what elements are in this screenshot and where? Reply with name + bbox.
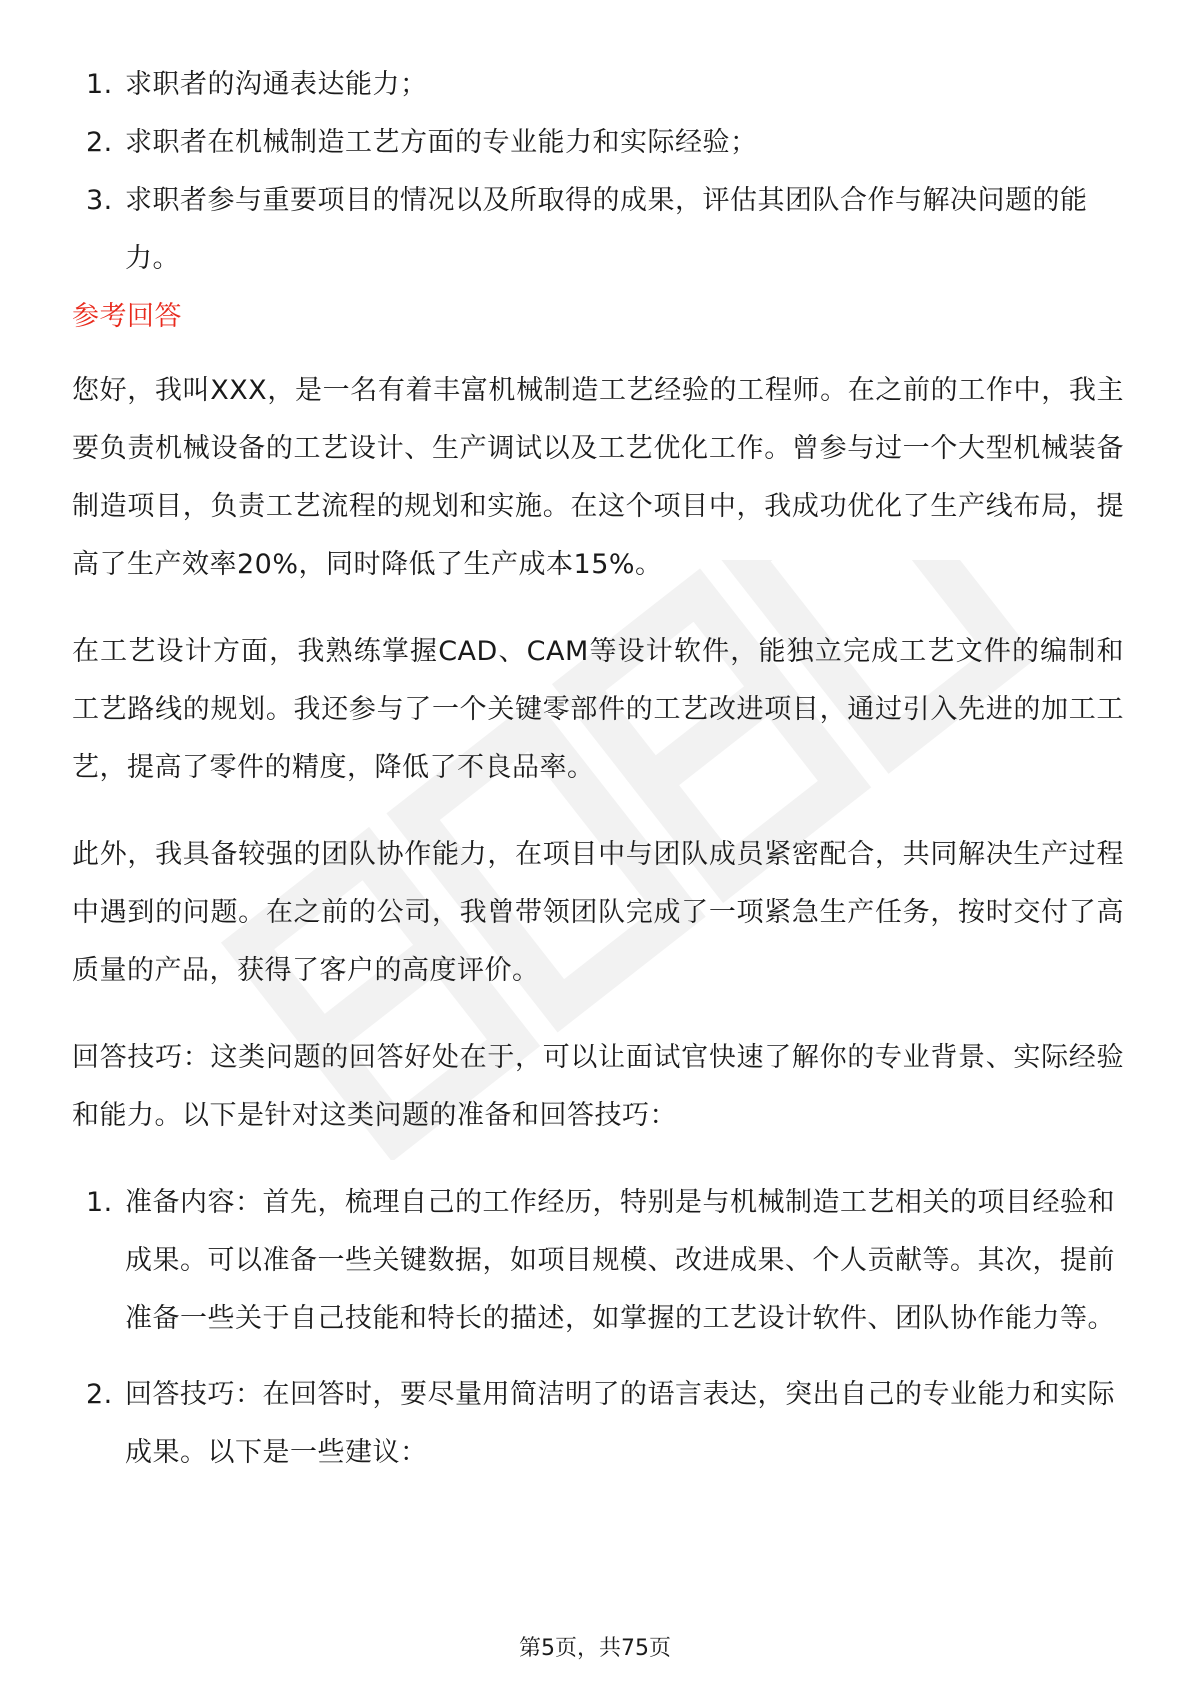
list-item [72, 56, 1124, 114]
list-text: 准备内容：首先，梳理自己的工作经历，特别是与机械制造工艺相关的项目经验和成果。可以准备一些关键数据，如项目规模、改进成果、个人贡献等。其次，提前准备一些关于自己技能和特长的描述，如掌握的工艺设计软件、团队协作能力等。 [125, 1187, 1115, 1334]
list-item [72, 172, 1124, 288]
page-number: 第5页，共75页 [519, 1636, 671, 1661]
tips-list [72, 1174, 1124, 1482]
paragraph: 此外，我具备较强的团队协作能力，在项目中与团队成员紧密配合，共同解决生产过程中遇到的问题。在之前的公司，我曾带领团队完成了一项紧急生产任务，按时交付了高质量的产品，获得了客户的高度评价。 [72, 839, 1124, 986]
paragraph: 回答技巧：这类问题的回答好处在于，可以让面试官快速了解你的专业背景、实际经验和能力。以下是针对这类问题的准备和回答技巧： [72, 1042, 1124, 1131]
list-text: 求职者的沟通表达能力； [125, 69, 428, 100]
list-text: 求职者在机械制造工艺方面的专业能力和实际经验； [125, 127, 758, 158]
content [72, 56, 1124, 1500]
list-number: 2. [86, 127, 113, 158]
list-number: 1. [86, 69, 113, 100]
list-item [72, 1366, 1124, 1482]
list-item [72, 114, 1124, 172]
list-item [72, 1174, 1124, 1348]
list-text: 回答技巧：在回答时，要尽量用简洁明了的语言表达，突出自己的专业能力和实际成果。以下是一些建议： [125, 1379, 1115, 1468]
list-number: 3. [86, 185, 113, 216]
paragraph: 在工艺设计方面，我熟练掌握CAD、CAM等设计软件，能独立完成工艺文件的编制和工艺路线的规划。我还参与了一个关键零部件的工艺改进项目，通过引入先进的加工工艺，提高了零件的精度，降低了不良品率。 [72, 636, 1124, 783]
list-number: 2. [86, 1379, 113, 1410]
evaluation-points-list [72, 56, 1124, 288]
paragraph: 您好，我叫XXX，是一名有着丰富机械制造工艺经验的工程师。在之前的工作中，我主要负责机械设备的工艺设计、生产调试以及工艺优化工作。曾参与过一个大型机械装备制造项目，负责工艺流程的规划和实施。在这个项目中，我成功优化了生产线布局，提高了生产效率20%，同时降低了生产成本15%。 [72, 375, 1124, 580]
list-number: 1. [86, 1187, 113, 1218]
section-heading: 参考回答 [72, 301, 182, 332]
list-text: 求职者参与重要项目的情况以及所取得的成果，评估其团队合作与解决问题的能力。 [125, 185, 1088, 274]
